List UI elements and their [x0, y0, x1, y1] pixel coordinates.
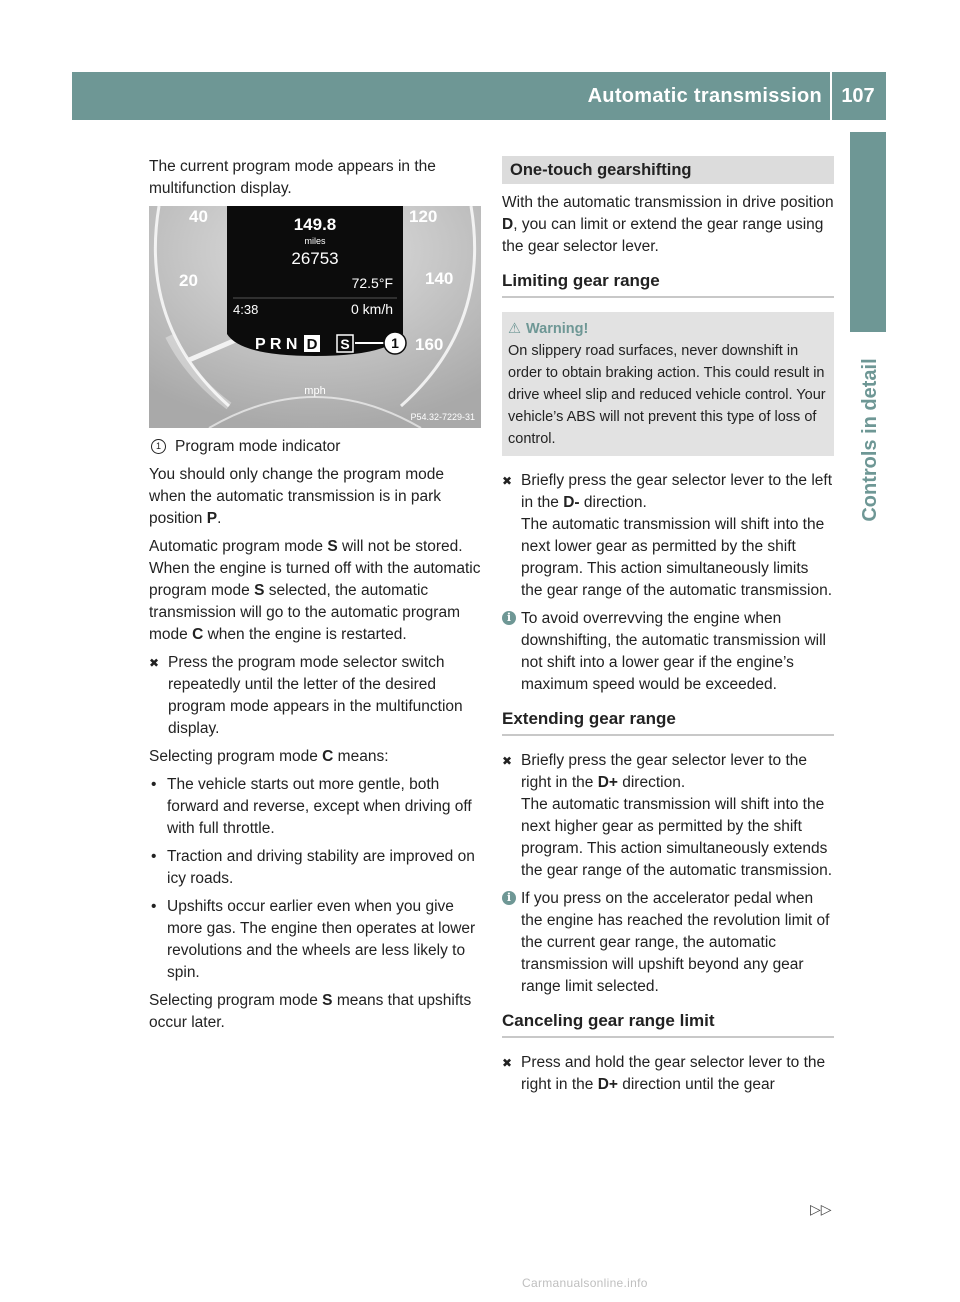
bullet-icon: • — [151, 776, 157, 793]
trip-value: 149.8 — [293, 215, 337, 234]
step-arrow-icon: ✖ — [502, 474, 513, 488]
bullet-icon: • — [151, 848, 157, 865]
unit-label: mph — [304, 385, 326, 397]
callout-number: 1 — [391, 335, 399, 351]
page-header — [72, 72, 886, 120]
temperature-value: 72.5°F — [351, 275, 393, 291]
intro-paragraph: The current program mode appears in the multifunction display. — [149, 158, 436, 197]
gauge-number-20: 20 — [179, 271, 198, 290]
mode-storage-paragraph: Automatic program mode S will not be stored. When the engine is turned off with the automatic program mode S selected, the automatic transmission will go to the automatic program mode C when the engine is restarted. — [149, 538, 481, 643]
step-arrow-icon: ✖ — [502, 1056, 513, 1070]
gauge-number-120: 120 — [409, 207, 438, 226]
side-tab — [852, 340, 888, 540]
figure-caption — [149, 436, 481, 458]
step-press-selector: ✖ Press the program mode selector switch repeatedly until the letter of the desired program mode appears in the multifunction display. — [149, 654, 463, 737]
gearshift-intro: With the automatic transmission in drive position D, you can limit or extend the gear range using the gear selector lever. — [502, 194, 834, 255]
info-note: i If you press on the accelerator pedal when the engine has reached the revolution limit of the current gear range, the automatic transmission will upshift beyond any gear range limit selected. — [502, 888, 834, 998]
footer-watermark: Carmanualsonline.info — [522, 1276, 648, 1290]
list-item: • Traction and driving stability are improved on icy roads. — [151, 848, 475, 887]
gear-letters: P R N — [255, 336, 298, 353]
park-paragraph: You should only change the program mode when the automatic transmission is in park position P. — [149, 466, 444, 527]
bullet-icon: • — [151, 898, 157, 915]
left-column — [149, 156, 481, 1040]
list-item: • The vehicle starts out more gentle, both forward and reverse, except when driving off with full throttle. — [151, 776, 472, 837]
instrument-cluster-image — [149, 206, 481, 428]
gauge-number-160: 160 — [415, 335, 444, 354]
caption-number: 1 — [151, 439, 166, 454]
list-item: • Upshifts occur earlier even when you give more gas. The engine then operates at lower revolutions and the wheels are less likely to spin. — [151, 898, 476, 981]
right-column — [502, 156, 834, 1102]
step-extend: ✖ Briefly press the gear selector lever to the right in the D+ direction. The automatic transmission will shift into the next higher gear as permitted by the shift program. This action simultaneously extends the gear range of the automatic transmission. — [502, 752, 833, 879]
section-title: One-touch gearshifting — [502, 156, 834, 184]
warning-box — [502, 312, 834, 456]
step-limit: ✖ Briefly press the gear selector lever to the left in the D- direction. The automatic transmission will shift into the next lower gear as permitted by the shift program. This action simultaneously limits the gear range of the automatic transmission. — [502, 472, 833, 599]
time-value: 4:38 — [233, 302, 259, 317]
speed-value: 0 km/h — [350, 301, 393, 317]
step-arrow-icon: ✖ — [502, 754, 513, 768]
limit-result: The automatic transmission will shift into the next lower gear as permitted by the shift program. This action simultaneously limits the gear range of the automatic transmission. — [521, 516, 833, 599]
extending-heading: Extending gear range — [502, 708, 834, 736]
info-icon: i — [502, 891, 516, 905]
step-cancel: ✖ Press and hold the gear selector lever to the right in the D+ direction until the gear — [502, 1054, 826, 1093]
side-tab-label: Controls in detail — [859, 358, 881, 522]
instrument-cluster-figure — [149, 206, 481, 428]
warning-icon: ⚠ — [508, 321, 521, 337]
figure-code: P54.32-7229-31 — [410, 412, 475, 422]
extend-result: The automatic transmission will shift into the next higher gear as permitted by the shift program. This action simultaneously extends the gear range of the automatic transmission. — [521, 796, 833, 879]
info-note: i To avoid overrevving the engine when downshifting, the automatic transmission will not shift into a lower gear if the engine’s maximum speed would be exceeded. — [502, 608, 834, 696]
mode-c-intro: Selecting program mode C means: — [149, 748, 389, 765]
side-tab-marker — [850, 132, 886, 332]
continued-icon: ▷▷ — [810, 1201, 832, 1217]
mode-s-paragraph: Selecting program mode S means that upshifts occur later. — [149, 992, 472, 1031]
trip-unit: miles — [304, 236, 326, 246]
header-separator — [830, 72, 832, 120]
gauge-number-140: 140 — [425, 269, 454, 288]
odometer-value: 26753 — [291, 249, 339, 268]
canceling-heading: Canceling gear range limit — [502, 1010, 834, 1038]
step-arrow-icon: ✖ — [149, 656, 160, 670]
chapter-title: Automatic transmission — [587, 85, 822, 107]
warning-title: Warning! — [526, 321, 589, 337]
page-number: 107 — [841, 85, 875, 107]
mode-indicator: S — [340, 336, 350, 352]
info-icon: i — [502, 611, 516, 625]
gear-active: D — [306, 336, 318, 353]
caption-text: Program mode indicator — [175, 438, 341, 455]
limiting-heading: Limiting gear range — [502, 270, 834, 298]
warning-text: On slippery road surfaces, never downshift in order to obtain braking action. This could result in drive wheel slip and reduced vehicle control. Your vehicle’s ABS will not prevent this type of loss of control. — [508, 343, 826, 447]
gauge-number-40: 40 — [189, 207, 208, 226]
